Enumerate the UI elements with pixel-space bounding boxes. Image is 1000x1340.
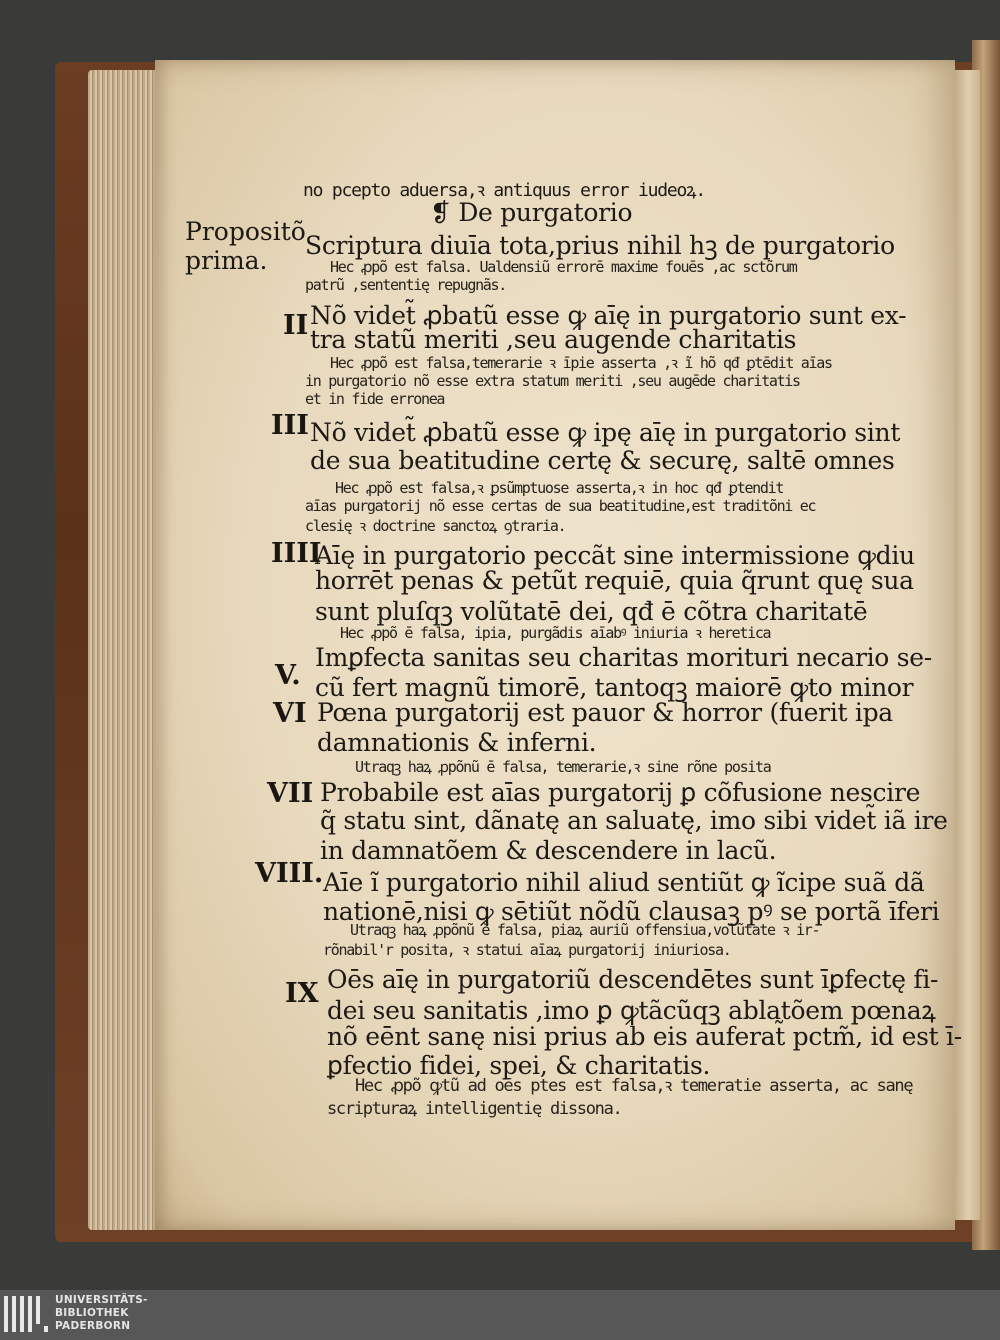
proposition-number: II (283, 310, 309, 341)
censure-line: rõnabil'r posita, ꝛ statui aīaꝝ purgatorij iniuriosa. (323, 941, 731, 959)
proposition-line: in damnatõem & descendere in lacũ. (320, 836, 777, 865)
censure-line: et in fide erronea (305, 390, 445, 408)
section-heading: ❡ De purgatorio (430, 198, 633, 227)
censure-line: in purgatorio nõ esse extra statum meriti ,seu augēde charitatis (305, 372, 800, 390)
proposition-line: cũ fert magnũ timorē, tantoqꝫ maiorē ꝙto minor (315, 673, 914, 702)
proposition-line: dei seu sanitatis ,imo ꝑ ꝙtãcũqꝫ ablatõem pœnaꝝ (327, 996, 936, 1025)
proposition-line: Probabile est aīas purgatorij ꝑ cõfusione nescire (320, 778, 921, 807)
proposition-line: Nõ videt̃ ꝓbatũ esse ꝙ ipę aīę in purgatorio sint (310, 418, 901, 447)
proposition-line: Scriptura diuīa tota,prius nihil hꝫ de purgatorio (305, 231, 895, 260)
proposition-number: IX (285, 978, 319, 1009)
censure-line: Hec ꝓpõ ꝙtũ ad oēs ptes est falsa,ꝛ temeratie asserta, ac sanę (355, 1076, 913, 1096)
proposition-number: VIII. (255, 858, 324, 889)
proposition-number: IIII (271, 538, 322, 569)
proposition-line: nationē,nisi ꝙ sētiũt nõdũ clausaꝫ pꝰ se portã īferi (323, 897, 940, 926)
censure-line: Hec ꝓpõ est falsa. Ualdensiũ errorē maxime fouēs ,ac sctõrum (330, 258, 797, 276)
proposition-line: sunt pluſqꝫ volũtatē dei, qđ ē cõtra charitatē (315, 597, 868, 626)
proposition-line: Aīę in purgatorio peccãt sine intermissione ꝙdiu (315, 541, 915, 570)
censure-line: Utraqꝫ haꝝ ꝓpõnũ ē falsa, piaꝝ auriũ offensiua,volũtate ꝛ ir- (350, 921, 820, 939)
book-page (155, 60, 962, 1230)
library-footer (0, 1290, 1000, 1340)
censure-line: patrũ ,sententię repugnãs. (305, 276, 507, 294)
proposition-line: ꝑfectio fidei, spei, & charitatis. (327, 1051, 711, 1080)
proposition-line: q̃ statu sint, dãnatę an saluatę, imo sibi videt̃ iã ire (320, 806, 948, 835)
censure-line: Hec ꝓpõ est falsa,ꝛ ꝑsũmptuose asserta,ꝛ in hoc qđ ꝑtendit (335, 479, 784, 497)
proposition-line: Aīe ĩ purgatorio nihil aliud sentiũt ꝙ ĩcipe suã dã (323, 868, 925, 897)
margin-note-line-2: prima. (185, 246, 268, 275)
proposition-number: III (271, 410, 309, 441)
margin-note-line-1: Propositõ (185, 217, 306, 246)
pilcrow-mark: ❡ (430, 198, 451, 227)
proposition-number: VII (267, 778, 314, 809)
proposition-line: damnationis & inferni. (317, 728, 597, 757)
censure-line: scripturaꝝ intelligentię dissona. (327, 1099, 622, 1119)
proposition-line: nõ eēnt sanę nisi prius ab eis auferat̃ pctm̃, id est ī- (327, 1022, 962, 1051)
proposition-line: horrēt penas & petũt requiē, quia q̃runt quę sua (315, 566, 914, 595)
censure-line: Hec ꝓpõ ē falsa, ipia, purgãdis aīabꝰ iniuria ꝛ heretica (340, 624, 771, 642)
censure-line: Hec ꝓpõ est falsa,temerarie ꝛ īpie asserta ,ꝛ ĩ hõ qđ ꝑtēdit aīas (330, 354, 832, 372)
proposition-line: Imꝑfecta sanitas seu charitas morituri necario se- (315, 643, 932, 672)
proposition-line: de sua beatitudine certę & securę, saltē omnes (310, 446, 895, 475)
proposition-line: tra statũ meriti ,seu augende charitatis (310, 325, 797, 354)
censure-line: clesię ꝛ doctrine sanctoꝝ ꝯtraria. (305, 517, 566, 535)
proposition-line: Pœna purgatorij est pauor & horror (fuerit ipa (317, 698, 893, 727)
censure-line: Utraqꝫ haꝝ ꝓpõnũ ē falsa, temerarie,ꝛ sine rõne posita (355, 758, 771, 776)
censure-line: aīas purgatorij nõ esse certas de sua beatitudine,est traditõni ec (305, 497, 816, 515)
running-line: no pcepto aduersa,ꝛ antiquus error iudeoꝝ. (303, 180, 706, 201)
proposition-number: VI (273, 698, 307, 729)
proposition-number: V. (275, 660, 301, 691)
library-name: UNIVERSITÄTS- BIBLIOTHEK PADERBORN (55, 1294, 148, 1332)
proposition-line: Oēs aīę in purgatoriũ descendētes sunt īꝑfectę fi- (327, 965, 939, 994)
library-logo-icon (4, 1296, 50, 1332)
proposition-line: Nõ videt̃ ꝓbatũ esse ꝙ aīę in purgatorio sunt ex- (310, 301, 907, 330)
